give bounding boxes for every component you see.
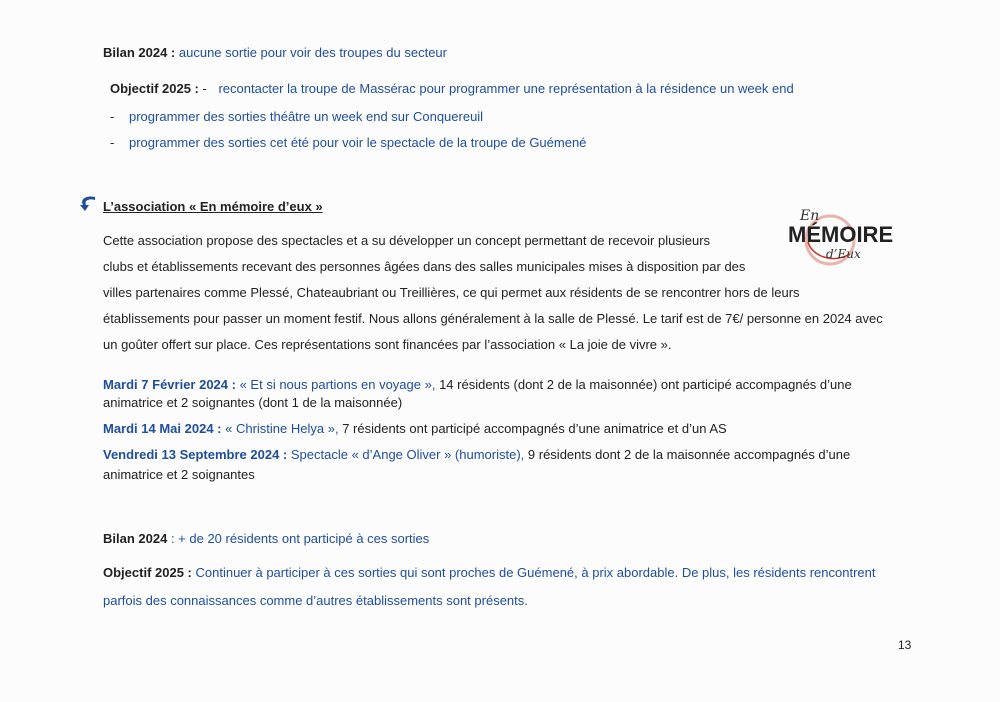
event-text: 7 résidents ont participé accompagnés d’une animatrice et d’un AS xyxy=(342,421,727,436)
event-1-line-1 xyxy=(103,376,852,394)
bilan-label: Bilan 2024 xyxy=(103,531,168,546)
event-date: Mardi 7 Février 2024 : xyxy=(103,377,236,392)
objectif-text: Continuer à participer à ces sorties qui sont proches de Guémené, à prix abordable. De plus, les résidents rencontrent xyxy=(195,565,876,580)
bilan-label: Bilan 2024 : xyxy=(103,45,176,60)
event-1-line-2: animatrice et 2 soignantes (dont 1 de la maisonnée) xyxy=(103,395,403,410)
objectif-label: Objectif 2025 : xyxy=(103,565,192,580)
svg-text:En: En xyxy=(800,208,820,224)
paragraph-line: établissements pour passer un moment festif. Nous allons généralement à la salle de Plessé. Le tarif est de 7€/ personne en 2024 avec xyxy=(103,311,883,326)
objectif-bullet-1 xyxy=(110,108,483,126)
event-text: 9 résidents dont 2 de la maisonnée accompagnés d’une xyxy=(527,447,851,462)
svg-text:d’Eux: d’Eux xyxy=(826,247,861,261)
page-number: 13 xyxy=(898,638,912,652)
event-title: « Christine Helya », xyxy=(225,421,339,436)
section-heading: L’association « En mémoire d’eux » xyxy=(103,199,323,214)
event-date: Vendredi 13 Septembre 2024 : xyxy=(103,447,288,462)
objectif-text: recontacter la troupe de Massérac pour programmer une représentation à la résidence un week end xyxy=(218,81,794,96)
bilan-2024-line-1 xyxy=(103,44,447,62)
event-2-line-1 xyxy=(103,420,727,438)
paragraph-line: villes partenaires comme Plessé, Chateaubriant ou Treillières, ce qui permet aux résidents de se rencontrer hors de leurs xyxy=(103,285,800,300)
event-title: Spectacle « d’Ange Oliver » (humoriste), xyxy=(290,447,525,462)
event-3-line-1 xyxy=(103,446,850,464)
paragraph-line: clubs et établissements recevant des personnes âgées dans des salles municipales mises à disposition par des xyxy=(103,259,746,274)
bullet-text: programmer des sorties cet été pour voir le spectacle de la troupe de Guémené xyxy=(129,135,587,150)
bilan-text: aucune sortie pour voir des troupes du secteur xyxy=(178,45,447,60)
event-3-line-2: animatrice et 2 soignantes xyxy=(103,467,255,482)
bullet-dash: - xyxy=(110,109,115,124)
curved-arrow-icon xyxy=(77,194,99,212)
bilan-text: : + de 20 résidents ont participé à ces sorties xyxy=(170,531,430,546)
bullet-text: programmer des sorties théâtre un week end sur Conquereuil xyxy=(129,109,484,124)
event-date: Mardi 14 Mai 2024 : xyxy=(103,421,222,436)
paragraph-line: Cette association propose des spectacles et a su développer un concept permettant de recevoir plusieurs xyxy=(103,233,711,248)
event-title: « Et si nous partions en voyage », xyxy=(239,377,436,392)
objectif-dash: - xyxy=(202,81,207,96)
objectif-2025-line-2 xyxy=(103,564,875,582)
objectif-2025-line-1 xyxy=(110,80,794,98)
objectif-bullet-2 xyxy=(110,134,586,152)
svg-text:MÉMOIRE: MÉMOIRE xyxy=(788,222,894,247)
paragraph-line: un goûter offert sur place. Ces représentations sont financées par l’association « La joie de vivre ». xyxy=(103,337,672,352)
bilan-2024-line-2 xyxy=(103,530,429,548)
event-text: 14 résidents (dont 2 de la maisonnée) ont participé accompagnés d’une xyxy=(439,377,852,392)
association-paragraph xyxy=(103,228,883,358)
objectif-label: Objectif 2025 : xyxy=(110,81,199,96)
bullet-dash: - xyxy=(110,135,115,150)
objectif-2025-line-2b: parfois des connaissances comme d’autres établissements sont présents. xyxy=(103,593,528,608)
